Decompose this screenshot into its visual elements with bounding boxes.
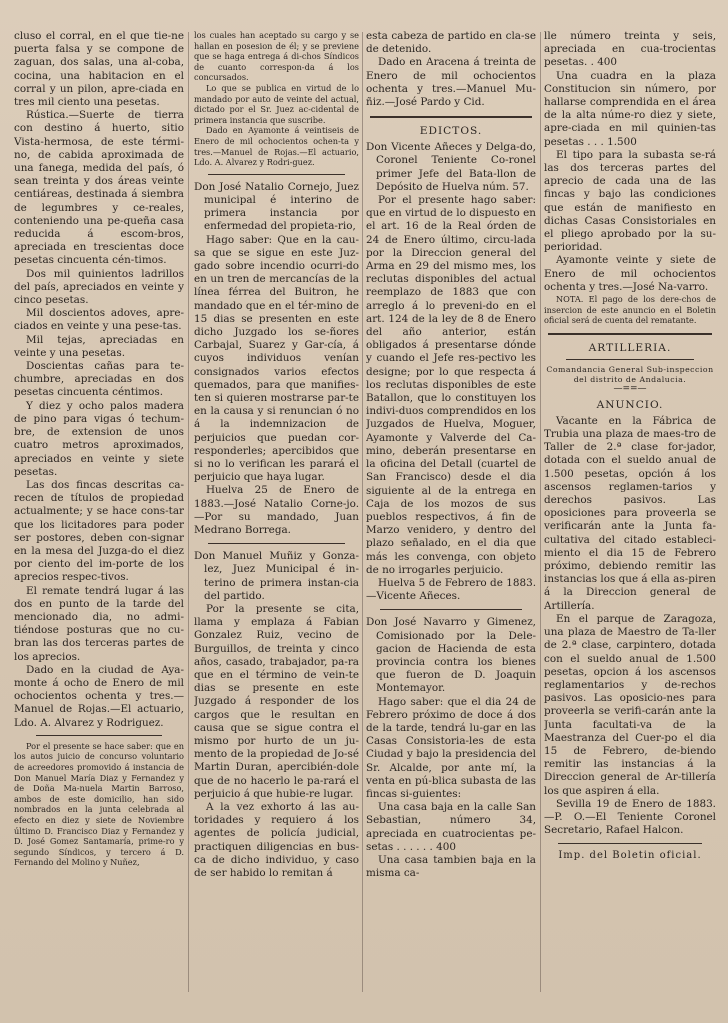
paragraph: Don Vicente Añeces y Delga-do, Coronel Teniente Co-ronel primer Jefe del Bata-llon de Depósito de Huelva núm. 57. — [366, 141, 536, 193]
paragraph: Ayamonte veinte y siete de Enero de mil ochocientos ochenta y tres.—José Na-varro. — [544, 254, 716, 293]
paragraph: Don Manuel Muñiz y Gonza-lez, Juez Municipal é in-terino de primera instan-cia del partido. — [194, 550, 359, 602]
paragraph: Dado en Ayamonte á veintiseis de Enero de mil ochocientos ochen-ta y tres.—Manuel de Rojas.—El actuario, Ldo. A. Alvarez y Rodri-guez. — [194, 125, 359, 168]
paragraph: esta cabeza de partido en cla-se de detenido. — [366, 30, 536, 56]
printer-imprint: Imp. del Boletin oficial. — [558, 850, 702, 862]
paragraph: Huelva 5 de Febrero de 1883.—Vicente Añeces. — [366, 576, 536, 603]
paragraph: NOTA. El pago de los dere-chos de insercion de este anuncio en el Boletin oficial será de cuenta del rematante. — [544, 294, 716, 326]
separator — [36, 735, 162, 736]
paragraph: Una cuadra en la plaza Constitucion sin número, por hallarse comprendida en el área de la alta núme-ro diez y siete, apre-ciada en mil quinien-tas pesetas . . . 1.500 — [544, 69, 716, 148]
subheading: Comandancia General Sub-inspeccion — [546, 364, 714, 374]
paragraph: Dado en la ciudad de Aya-monte á ocho de Enero de mil ochocientos ochenta y tres.—Manuel de Rojas.—El actuario, Ldo. A. Alvarez y Rodriguez. — [14, 663, 184, 729]
paragraph: Dado en Aracena á treinta de Enero de mil ochocientos ochenta y tres.—Manuel Mu-ñiz.—José Pardo y Cid. — [366, 56, 536, 109]
paragraph: Don José Navarro y Gimenez, Comisionado por la Dele-gacion de Hacienda de esta provincia contra los bienes que fueron de D. Joaquin Montemayor. — [366, 616, 536, 695]
subheading: del distrito de Andalucia. — [573, 374, 687, 384]
paragraph: Por el presente hago saber: que en virtud de lo dispuesto en el art. 16 de la Real órden de 24 de Enero último, circu-lada por la Direccion general del Arma en 29 del mismo mes, los reclutas disponibles del actual reemplazo de 1883 que con arreglo á lo preveni-do en el art. 124 de la ley de 8 de Enero del año anterior, están obligados á presentarse dónde y cuando el Jefe res-pectivo les designe; por lo que respecta á los reclutas disponibles de este Batallon, que lo constituyen los indivi-duos comprendidos en los Juzgados de Huelva, Moguer, Ayamonte y Valverde del Ca-mino, deberán presentarse en la oficina del Detall (cuartel de San Francisco) desde el dia siguiente al de la entrega en Caja de los mozos de sus pueblos respectivos, á fin de Marzo venidero, y dentro del plazo señalado, en el dia que más les convenga, con objeto de no irrogarles perjuicio. — [366, 194, 536, 576]
paragraph: los cuales han aceptado su cargo y se hallan en posesion de él; y se previene que se haga entrega á di-chos Síndicos de cuanto correspon-da á los concursados. — [194, 30, 359, 83]
column-3 — [366, 30, 536, 880]
paragraph: Rústica.—Suerte de tierra con destino á huerto, sitio Vista-hermosa, de este térmi-no, de cabida aproximada de una fanega, medida del país, ó sean treinta y dos áreas veinte centiáreas, destinada á siembra de legumbres y ce-reales, conteniendo una pe-queña casa reducida á escom-bros, apreciada en trescientas doce pesetas cincuenta cén-timos. — [14, 109, 184, 267]
column-2 — [194, 30, 359, 880]
paragraph: Y diez y ocho palos madera de pino para vigas ó techum-bre, de extension de unos cuatro metros aproximados, apreciados en veinte y siete pesetas. — [14, 399, 184, 478]
separator — [566, 359, 694, 360]
column-divider — [188, 32, 189, 992]
separator — [208, 543, 345, 544]
paragraph: Vacante en la Fábrica de Trubia una plaza de maes-tro de Taller de 2.ª clase for-jador, dotada con el sueldo anual de 1.500 pesetas, opción á los ascensos reglamen-tarios y derechos pasivos. Las oposiciones para proveerla se verificarán ante la Junta fa-cultativa del citado estableci-miento el dia 15 de Febrero próximo, debiendo remitir las instancias los que á ella as-piren á la Direccion general de Artillería. — [544, 414, 716, 612]
separator — [548, 333, 712, 335]
paragraph: Lo que se publica en virtud de lo mandado por auto de veinte del actual, dictado por el Sr. Juez ac-cidental de primera instancia que suscribe. — [194, 82, 359, 125]
paragraph: cluso el corral, en el que tie-ne puerta falsa y se compone de zaguan, dos salas, una al-coba, cocina, una habitacion en el corral y un pilon, apre-ciada en tres mil ciento una pesetas. — [14, 30, 184, 109]
paragraph: En el parque de Zaragoza, una plaza de Maestro de Ta-ller de 2.ª clase, carpintero, dotada con el sueldo anual de 1.500 pesetas, opcion á los ascensos reglamentarios y de-rechos pasivos. Las oposicio-nes para proveerla se verifi-carán ante la Junta facultati-va de la Maestranza del Cuer-po el dia 15 de Febrero, de-biendo remitir las instancias á la Direccion general de Ar-tillería los que aspiren á ella. — [544, 612, 716, 797]
paragraph: Por la presente se cita, llama y emplaza á Fabian Gonzalez Ruiz, vecino de Burguillos, de treinta y cinco años, casado, trabajador, pa-ra que en el término de vein-te dias se presente en este Juzgado á responder de los cargos que le resultan en causa que se sigue contra el mismo por hurto de un ju-mento de la propiedad de Jo-sé Martin Duran, apercibién-dole que de no hacerlo le pa-rará el perjuicio á que hubie-re lugar. — [194, 603, 359, 800]
paragraph: Hago saber: Que en la cau-sa que se sigue en este Juz-gado sobre incendio ocurri-do en un tren de mercancías de la línea férrea del Buitron, he mandado que en el tér-mino de 15 dias se presenten en este dicho Juzgado los se-ñores Carbajal, Suarez y Gar-cía, á cuyos individuos venían consignados varios efectos quemados, para que manifies-ten si quieren mostrarse par-te en la causa y si renuncian ó no á la indemnizacion de perjuicios que puedan cor-responderles; apercibidos que si no lo verifican les parará el perjuicio que haya lugar. — [194, 233, 359, 484]
section-heading: ARTILLERIA. — [588, 341, 672, 354]
paragraph: Mil doscientos adoves, apre-ciados en veinte y una pese-tas. — [14, 307, 184, 333]
paragraph: Dos mil quinientos ladrillos del país, apreciados en veinte y cinco pesetas. — [14, 267, 184, 307]
paragraph: lle número treinta y seis, apreciada en cua-trocientas pesetas. . 400 — [544, 30, 716, 69]
paragraph: Una casa baja en la calle San Sebastian, número 34, apreciada en cuatrocientas pe-setas . . . . . . 400 — [366, 801, 536, 853]
separator — [380, 609, 522, 610]
section-heading: EDICTOS. — [419, 125, 483, 138]
column-divider — [540, 32, 541, 992]
paragraph: A la vez exhorto á las au-toridades y requiero á los agentes de policía judicial, practiquen diligencias en bus-ca de dicho individuo, y caso de ser habido lo remitan á — [194, 801, 359, 880]
paragraph: Sevilla 19 de Enero de 1883.—P. O.—El Teniente Coronel Secretario, Rafael Halcon. — [544, 797, 716, 837]
separator — [208, 174, 345, 175]
separator — [370, 116, 532, 118]
paragraph: Mil tejas, apreciadas en veinte y una pesetas. — [14, 333, 184, 359]
paragraph: Don José Natalio Cornejo, Juez municipal é interino de primera instancia por enfermedad del propieta-rio, — [194, 180, 359, 233]
paragraph: El tipo para la subasta se-rá las dos terceras partes del aprecio de cada una de las fincas y bajo las condiciones que están de manifiesto en dichas Casas Consistoriales en el pliego aprobado por la su-perioridad. — [544, 148, 716, 254]
column-divider — [362, 32, 363, 992]
column-1 — [14, 30, 184, 868]
paragraph: El remate tendrá lugar á las dos en punto de la tarde del mencionado dia, no admi-tiéndose posturas que no cu-bran las dos terceras partes de los aprecios. — [14, 584, 184, 663]
paragraph: Por el presente se hace saber: que en los autos juicio de concurso voluntario de acreedores promovido á instancia de Don Manuel María Diaz y Fernandez y de Doña Ma-nuela Martin Barroso, ambos de este domicilio, han sido nombrados en la junta celebrada al efecto en diez y siete de Noviembre último D. Francisco Diaz y Fernandez y D. José Gomez Santamaría, prime-ro y segundo Síndicos, y tercero á D. Fernando del Molino y Nuñez, — [14, 740, 184, 868]
paragraph: Doscientas cañas para te-chumbre, apreciadas en dos pesetas cincuenta céntimos. — [14, 360, 184, 399]
paragraph: Hago saber: que el dia 24 de Febrero próximo de doce á dos de la tarde, tendrá lu-gar en las Casas Consistoria-les de esta Ciudad y bajo la presidencia del Sr. Alcalde, por ante mí, la venta en pú-blica subasta de las fincas si-guientes: — [366, 695, 536, 800]
section-heading: ANUNCIO. — [596, 398, 664, 411]
paragraph: Huelva 25 de Enero de 1883.—José Natalio Corne-jo.—Por su mandado, Juan Medrano Borrega. — [194, 484, 359, 536]
paragraph: Una casa tambien baja en la misma ca- — [366, 853, 536, 880]
column-4 — [544, 30, 716, 865]
separator — [558, 843, 702, 844]
ornament: —==— — [613, 383, 647, 394]
paragraph: Las dos fincas descritas ca-recen de títulos de propiedad actualmente; y se hace cons-tar que los licitadores para poder ser postores, deben con-signar en la mesa del Juzga-do el diez por ciento del im-porte de los aprecios respec-tivos. — [14, 478, 184, 584]
